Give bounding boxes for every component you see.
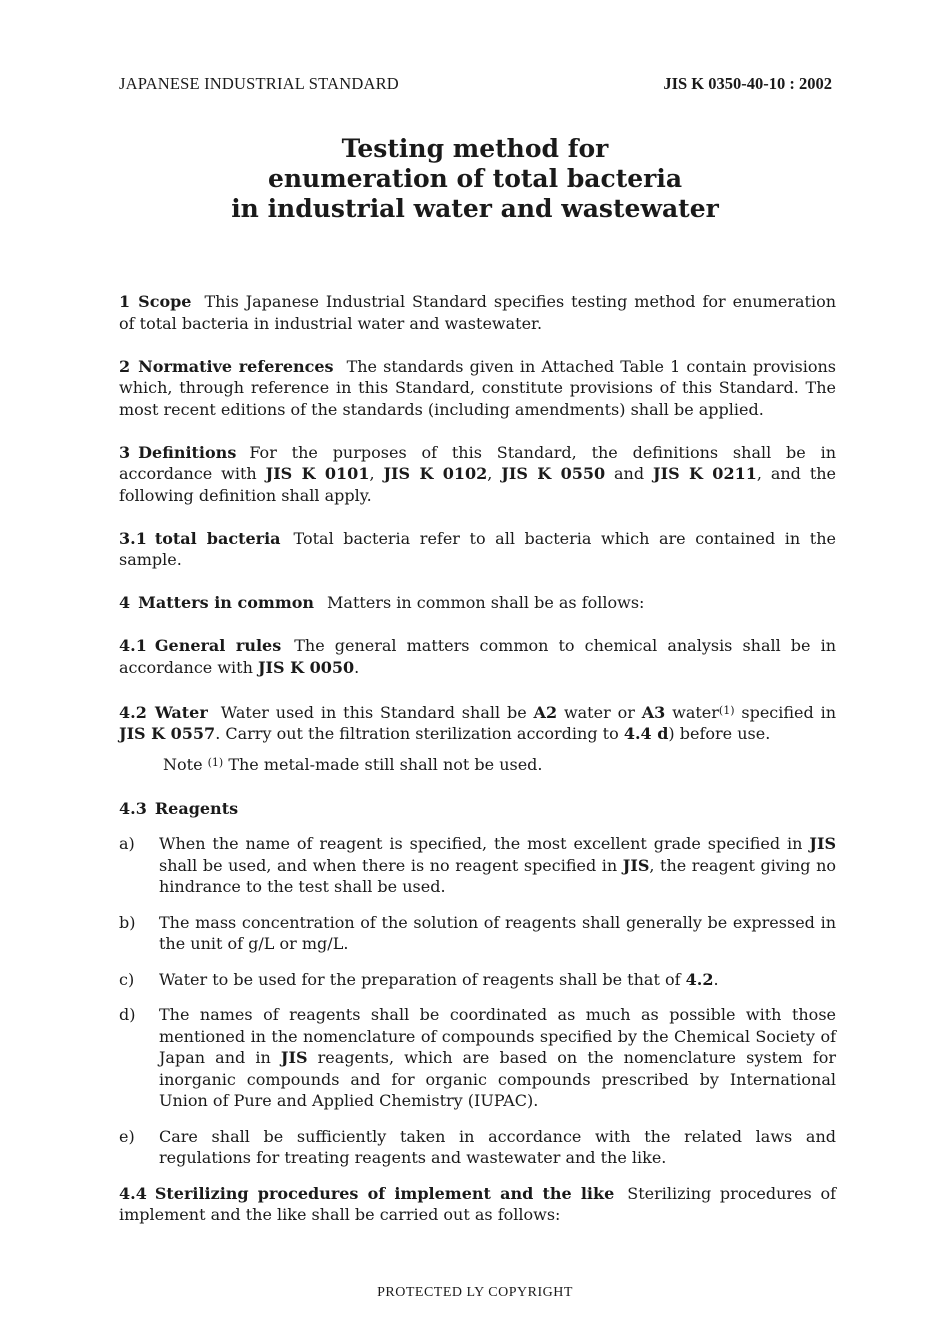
section-4-3-reagents xyxy=(119,798,836,820)
list-item xyxy=(119,912,836,955)
section-text: This Japanese Industrial Standard specifies testing method for enumeration of total bacteria in industrial water and wastewater. xyxy=(119,292,836,333)
list-item-text xyxy=(159,833,836,898)
list-item-label: a) xyxy=(119,834,135,853)
list-item xyxy=(119,1126,836,1169)
section-1-scope xyxy=(119,291,836,334)
section-3-definitions xyxy=(119,442,836,507)
water-grade: A2 xyxy=(533,702,558,722)
section-number: 4 xyxy=(119,593,131,612)
section-number: 4.1 xyxy=(119,636,147,655)
section-heading: total bacteria xyxy=(154,528,281,548)
section-text: . Carry out the filtration sterilization according to xyxy=(215,724,619,743)
list-text-part: The names of reagents shall be coordinated as much as possible with those mentioned in the nomenclature of compounds specified by the Chemical Society of Japan and in xyxy=(159,1005,836,1067)
section-heading: Water xyxy=(154,702,208,722)
jis-reference: JIS K 0050 xyxy=(257,657,355,677)
note-number: (1) xyxy=(207,756,224,769)
section-3-1-total-bacteria xyxy=(119,528,836,571)
section-4-matters-in-common xyxy=(119,592,836,614)
section-number: 3 xyxy=(119,442,131,462)
section-heading: Reagents xyxy=(154,798,239,818)
list-text-part: . xyxy=(713,969,719,989)
section-text: , and the following definition shall apply. xyxy=(119,464,837,505)
jis-reference: JIS K 0557 xyxy=(119,724,216,743)
section-text: ) before use. xyxy=(668,724,771,743)
section-text: Matters in common shall be as follows: xyxy=(327,593,645,612)
jis-reference: JIS K 0101 xyxy=(265,464,370,483)
jis-reference: JIS K 0550 xyxy=(501,464,606,483)
section-number: 3.1 xyxy=(119,528,147,548)
section-text: water or xyxy=(563,702,635,722)
section-number: 4.2 xyxy=(119,702,147,722)
list-text-part: When the name of reagent is specified, the most excellent grade specified in xyxy=(159,834,803,853)
note-reference: (1) xyxy=(718,703,735,717)
section-text: specified in xyxy=(741,702,837,722)
section-text: Water used in this Standard shall be xyxy=(220,702,527,722)
section-text: Total bacteria refer to all bacteria which are contained in the sample. xyxy=(119,528,836,569)
jis-reference: JIS K 0211 xyxy=(653,464,757,483)
page-footer: PROTECTED LY COPYRIGHT xyxy=(377,1285,573,1300)
title-line-1: Testing method for xyxy=(341,134,609,163)
section-text: , xyxy=(487,464,493,483)
jis-reference: JIS xyxy=(622,855,650,875)
section-text: , xyxy=(369,464,375,483)
section-text: The general matters common to chemical analysis shall be in accordance with xyxy=(119,636,836,677)
section-text: water xyxy=(672,702,719,722)
section-heading: General rules xyxy=(154,636,282,655)
section-number: 2 xyxy=(119,356,131,376)
section-4-4-sterilizing-procedures xyxy=(119,1183,836,1226)
section-heading: Matters in common xyxy=(138,593,315,612)
title-line-3: in industrial water and wastewater xyxy=(231,194,719,223)
header-standard-label: JAPANESE INDUSTRIAL STANDARD xyxy=(119,74,399,93)
note-label: Note xyxy=(163,755,203,774)
list-text-part: Water to be used for the preparation of reagents shall be that of xyxy=(159,969,681,989)
list-item-label: c) xyxy=(119,969,135,989)
list-item-text: Care shall be sufficiently taken in accordance with the related laws and regulations for treating reagents and wastewater and the like. xyxy=(159,1126,836,1167)
section-heading: Definitions xyxy=(138,442,237,462)
section-number: 1 xyxy=(119,292,131,311)
list-item-text xyxy=(159,969,836,991)
section-number: 4.3 xyxy=(119,798,147,818)
section-heading: Sterilizing procedures of implement and the like xyxy=(154,1183,615,1203)
list-item-label: e) xyxy=(119,1126,135,1146)
section-text: Sterilizing procedures of implement and the like shall be carried out as follows: xyxy=(119,1183,836,1224)
list-text-part: , the reagent giving no hindrance to the test shall be used. xyxy=(159,855,836,896)
header-standard-number: JIS K 0350-40-10 : 2002 xyxy=(663,74,832,93)
list-item-text: The mass concentration of the solution of reagents shall generally be expressed in the unit of g/L or mg/L. xyxy=(159,912,836,953)
section-4-1-general-rules xyxy=(119,635,836,678)
section-text: For the purposes of this Standard, the definitions shall be in accordance with xyxy=(119,442,836,483)
list-text-part: shall be used, and when there is no reagent specified in xyxy=(159,855,618,875)
list-item-label: d) xyxy=(119,1005,136,1024)
document-title xyxy=(0,134,950,224)
clause-reference: 4.4 d xyxy=(623,724,669,743)
section-text: . xyxy=(354,657,360,677)
note-1 xyxy=(163,752,836,776)
section-heading: Scope xyxy=(138,292,192,311)
title-line-2: enumeration of total bacteria xyxy=(267,164,683,193)
jis-reference: JIS K 0102 xyxy=(383,464,488,483)
section-heading: Normative references xyxy=(138,356,334,376)
list-item-text xyxy=(159,1004,836,1112)
water-grade: A3 xyxy=(641,702,666,722)
clause-reference: 4.2 xyxy=(685,969,714,989)
list-item xyxy=(119,1004,836,1112)
section-number: 4.4 xyxy=(119,1183,147,1203)
note-text: The metal-made still shall not be used. xyxy=(228,755,543,774)
list-item xyxy=(119,833,836,898)
section-text: The standards given in Attached Table 1 contain provisions which, through reference in this Standard, constitute provisions of this Standard. The most recent editions of the standards (including amendments) shall be applied. xyxy=(119,356,836,419)
page-header xyxy=(119,74,832,94)
jis-reference: JIS xyxy=(809,834,836,853)
section-2-normative-references xyxy=(119,356,836,421)
jis-reference: JIS xyxy=(280,1048,308,1067)
section-text: and xyxy=(614,464,645,483)
list-item-label: b) xyxy=(119,912,136,932)
list-item xyxy=(119,969,836,991)
section-4-2-water xyxy=(119,700,836,745)
document-body xyxy=(119,291,836,1247)
list-text-part: reagents, which are based on the nomenclature system for inorganic compounds and for organic compounds prescribed by International Union of Pure and Applied Chemistry (IUPAC). xyxy=(159,1048,836,1110)
